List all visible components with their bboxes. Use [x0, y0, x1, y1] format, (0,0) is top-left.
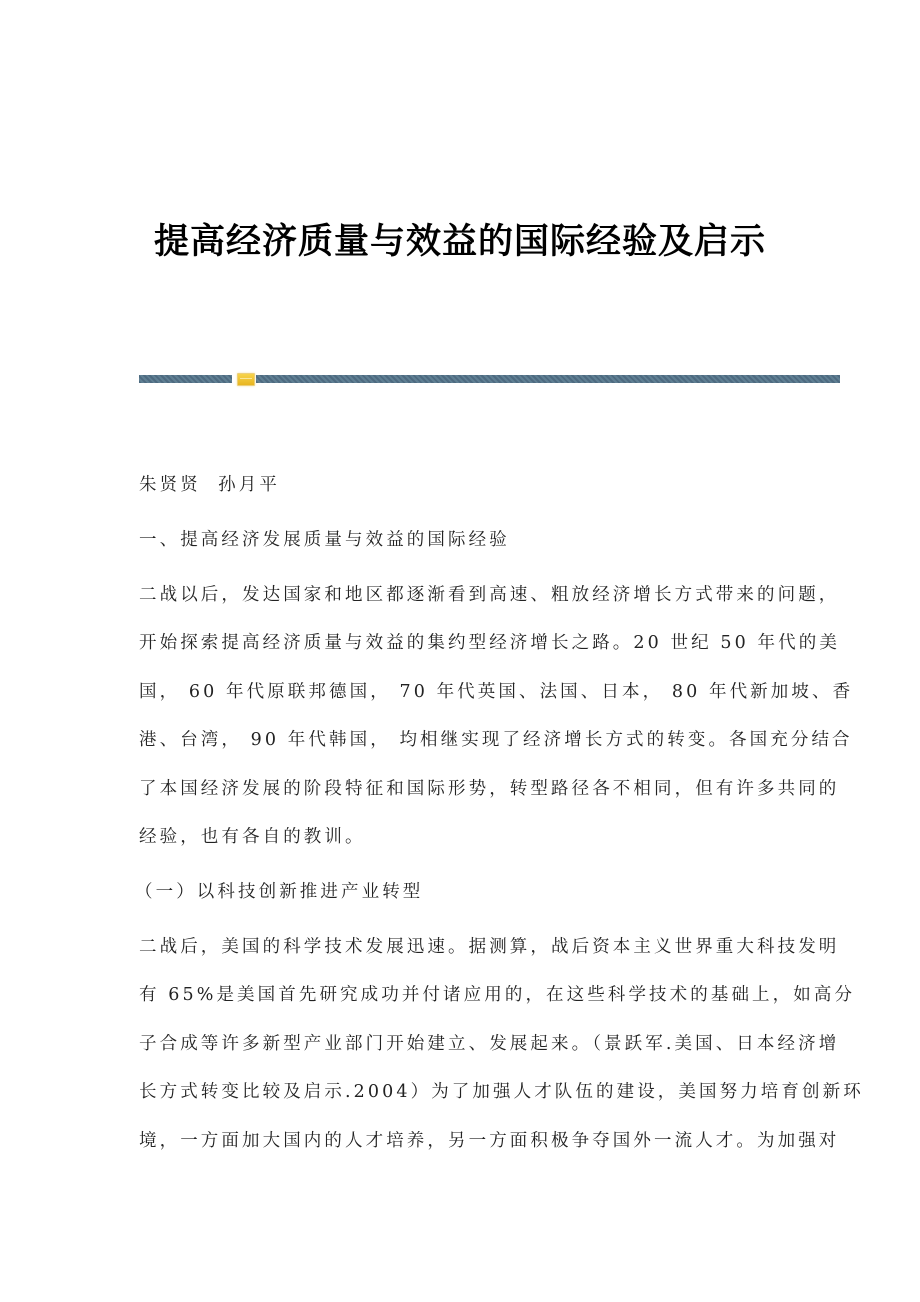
paragraph-line: 境，一方面加大国内的人才培养，另一方面积极争夺国外一流人才。为加强对	[139, 1131, 840, 1151]
paragraph-line: 长方式转变比较及启示.2004）为了加强人才队伍的建设，美国努力培育创新环	[139, 1082, 864, 1102]
paragraph-line: 有 65%是美国首先研究成功并付诸应用的，在这些科学技术的基础上，如高分	[139, 985, 856, 1005]
paragraph-line: 子合成等许多新型产业部门开始建立、发展起来。（景跃军.美国、日本经济增	[139, 1034, 840, 1054]
paragraph-line: 国， 60 年代原联邦德国， 70 年代英国、法国、日本， 80 年代新加坡、香	[139, 682, 854, 702]
paragraph-line: 二战后，美国的科学技术发展迅速。据测算，战后资本主义世界重大科技发明	[139, 937, 840, 957]
paragraph-line: 经验，也有各自的教训。	[139, 827, 366, 847]
paragraph-line: 了本国经济发展的阶段特征和国际形势，转型路径各不相同，但有许多共同的	[139, 779, 840, 799]
divider-bar-right	[256, 375, 840, 383]
envelope-ornament-icon	[237, 373, 255, 386]
paragraph-line: 二战以后，发达国家和地区都逐渐看到高速、粗放经济增长方式带来的问题，	[139, 585, 840, 605]
subsection-heading: （一）以科技创新推进产业转型	[135, 882, 424, 902]
section-heading: 一、提高经济发展质量与效益的国际经验	[139, 530, 510, 550]
paragraph-line: 开始探索提高经济质量与效益的集约型经济增长之路。20 世纪 50 年代的美	[139, 633, 840, 653]
document-title: 提高经济质量与效益的国际经验及启示	[153, 222, 766, 262]
authors: 朱贤贤 孙月平	[139, 475, 280, 495]
paragraph-line: 港、台湾， 90 年代韩国， 均相继实现了经济增长方式的转变。各国充分结合	[139, 730, 853, 750]
divider-bar-left	[139, 375, 232, 383]
title-divider	[139, 375, 840, 383]
